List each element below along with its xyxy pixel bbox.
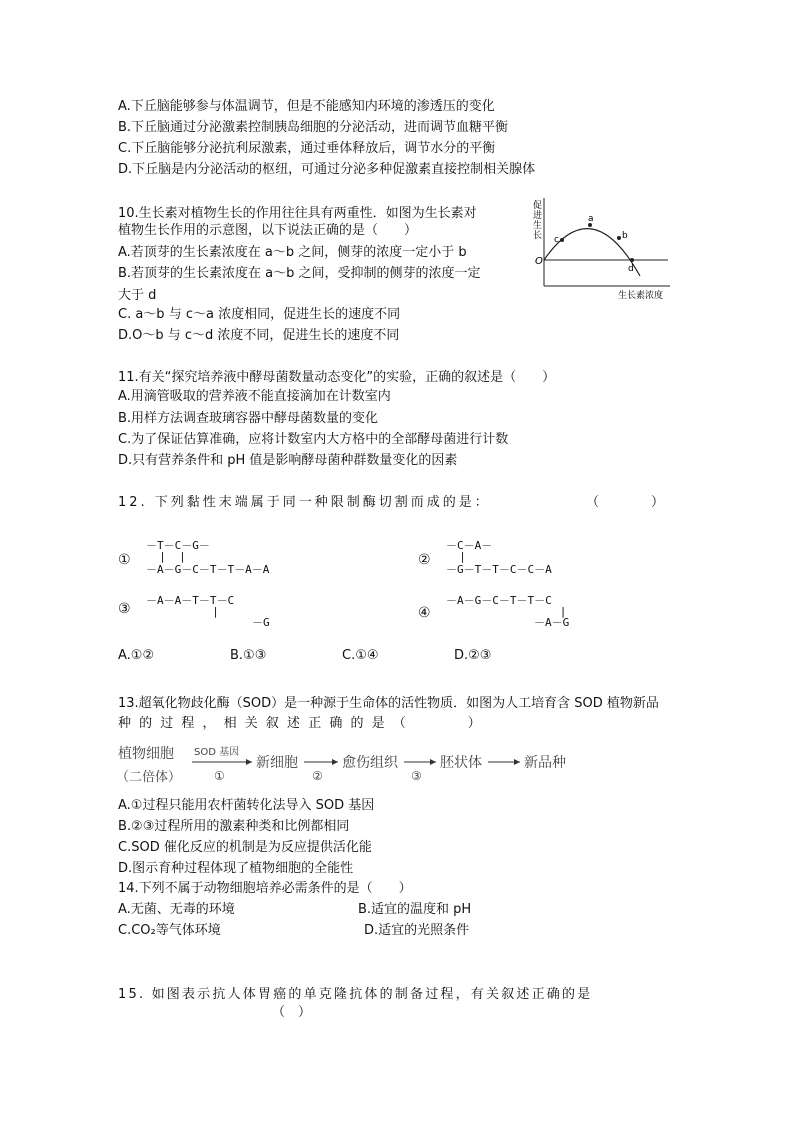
graph-point-b [617, 236, 621, 240]
flow-callus: 愈伤组织 [342, 755, 398, 771]
svg-text:长: 长 [533, 231, 543, 241]
flow-step-3: ③ [411, 769, 422, 783]
q10-option-c: C. a～b 与 c～a 浓度相同，促进生长的速度不同 [118, 307, 401, 322]
q10-option-d: D.O～b 与 c～d 浓度不同，促进生长的速度不同 [118, 328, 400, 343]
sticky-end-3-bonds: | [146, 605, 219, 618]
q12-answer-paren: （ ） [586, 495, 665, 510]
auxin-effect-graph [530, 196, 680, 306]
sticky-end-2-bonds: | [446, 550, 466, 563]
q13-option-a: A.①过程只能用农杆菌转化法导入 SOD 基因 [118, 798, 375, 813]
sticky-end-4-top: －A－G－C－T－T－C [446, 594, 552, 607]
q12-option-c: C.①④ [342, 648, 379, 663]
flow-step-2: ② [312, 769, 323, 783]
graph-label-d: d [628, 264, 634, 274]
sticky-end-3-top: －A－A－T－T－C [146, 594, 235, 607]
q10-option-b-line2: 大于 d [118, 288, 157, 303]
flow-plant-cell: 植物细胞 [118, 746, 174, 762]
q13-stem-line2: 种 的 过 程 ， 相 关 叙 述 正 确 的 是 （ ） [118, 716, 483, 731]
breeding-flow-diagram [116, 738, 576, 786]
graph-point-d [630, 258, 634, 262]
q13-option-c: C.SOD 催化反应的机制是为反应提供活化能 [118, 840, 372, 855]
q14-option-a: A.无菌、无毒的环境 [118, 902, 235, 917]
sticky-end-1-bottom: －A－G－C－T－T－A－A [146, 563, 270, 576]
q15-answer-paren: （ ） [272, 1005, 312, 1020]
sticky-end-3-mark: ③ [118, 601, 131, 617]
q11-option-d: D.只有营养条件和 pH 值是影响酵母菌种群数量变化的因素 [118, 453, 458, 468]
graph-label-a: a [588, 214, 594, 224]
q10-stem-line1: 10.生长素对植物生长的作用往往具有两重性．如图为生长素对 [118, 206, 477, 221]
sticky-end-4-bottom: －A－G [534, 616, 570, 629]
q9-option-d: D.下丘脑是内分泌活动的枢纽，可通过分泌多种促激素直接控制相关腺体 [118, 162, 536, 177]
graph-ylabel-1: 促 [533, 201, 543, 211]
flow-step-1: ① [214, 769, 225, 783]
q12-option-b: B.①③ [230, 648, 267, 663]
svg-text:生: 生 [533, 221, 543, 231]
sticky-end-2-mark: ② [418, 552, 431, 568]
q12-option-a: A.①② [118, 648, 155, 663]
q10-option-b-line1: B.若顶芽的生长素浓度在 a～b 之间，受抑制的侧芽的浓度一定 [118, 266, 481, 281]
flow-diploid-note: （二倍体） [116, 770, 182, 785]
q13-stem-line1: 13.超氧化物歧化酶（SOD）是一种源于生命体的活性物质．如图为人工培育含 SOD 植物新品 [118, 696, 659, 711]
q13-option-b: B.②③过程所用的激素种类和比例都相同 [118, 819, 350, 834]
sticky-end-2-bottom: －G－T－T－C－C－A [446, 563, 552, 576]
graph-label-c: c [554, 235, 559, 245]
q10-option-a: A.若顶芽的生长素浓度在 a～b 之间，侧芽的浓度一定小于 b [118, 245, 467, 260]
q9-option-a: A.下丘脑能够参与体温调节，但是不能感知内环境的渗透压的变化 [118, 99, 495, 114]
sticky-end-3-bottom: －G [252, 616, 270, 629]
flow-embryoid: 胚状体 [440, 755, 482, 771]
sticky-end-2-top: －C－A－ [446, 539, 493, 552]
q15-stem: 15. 如图表示抗人体胃癌的单克隆抗体的制备过程，有关叙述正确的是 [118, 987, 593, 1002]
flow-new-cell: 新细胞 [256, 755, 298, 771]
graph-xlabel: 生长素浓度 [618, 291, 664, 301]
sticky-end-4-bonds: | [520, 605, 567, 618]
graph-label-b: b [622, 231, 628, 241]
sticky-end-1-bonds: | | [146, 550, 186, 563]
q14-option-b: B.适宜的温度和 pH [358, 902, 472, 917]
q14-option-d: D.适宜的光照条件 [364, 923, 470, 938]
graph-point-c [560, 238, 564, 242]
flow-sod-gene: SOD 基因 [194, 747, 240, 758]
graph-origin: O [535, 256, 543, 267]
sticky-end-1-mark: ① [118, 552, 131, 568]
flow-new-variety: 新品种 [524, 755, 566, 771]
q11-stem: 11.有关“探究培养液中酵母菌数量动态变化”的实验，正确的叙述是（ ） [118, 370, 556, 385]
svg-text:进: 进 [533, 211, 543, 221]
q11-option-b: B.用样方法调查玻璃容器中酵母菌数量的变化 [118, 411, 379, 426]
q13-option-d: D.图示育种过程体现了植物细胞的全能性 [118, 861, 354, 876]
sticky-end-1-top: －T－C－G－ [146, 539, 210, 552]
q12-stem: 12. 下列黏性末端属于同一种限制酶切割而成的是： [118, 495, 491, 510]
q9-option-c: C.下丘脑能够分泌抗利尿激素，通过垂体释放后，调节水分的平衡 [118, 141, 496, 156]
q12-option-d: D.②③ [454, 648, 492, 663]
q14-stem: 14.下列不属于动物细胞培养必需条件的是（ ） [118, 881, 412, 896]
q11-option-c: C.为了保证估算准确，应将计数室内大方格中的全部酵母菌进行计数 [118, 432, 509, 447]
q14-option-c: C.CO₂等气体环境 [118, 923, 221, 938]
q9-option-b: B.下丘脑通过分泌激素控制胰岛细胞的分泌活动，进而调节血糖平衡 [118, 120, 509, 135]
sticky-end-4-mark: ④ [418, 605, 431, 621]
q11-option-a: A.用滴管吸取的营养液不能直接滴加在计数室内 [118, 389, 391, 404]
q10-stem-line2: 植物生长作用的示意图，以下说法正确的是（ ） [118, 223, 418, 238]
